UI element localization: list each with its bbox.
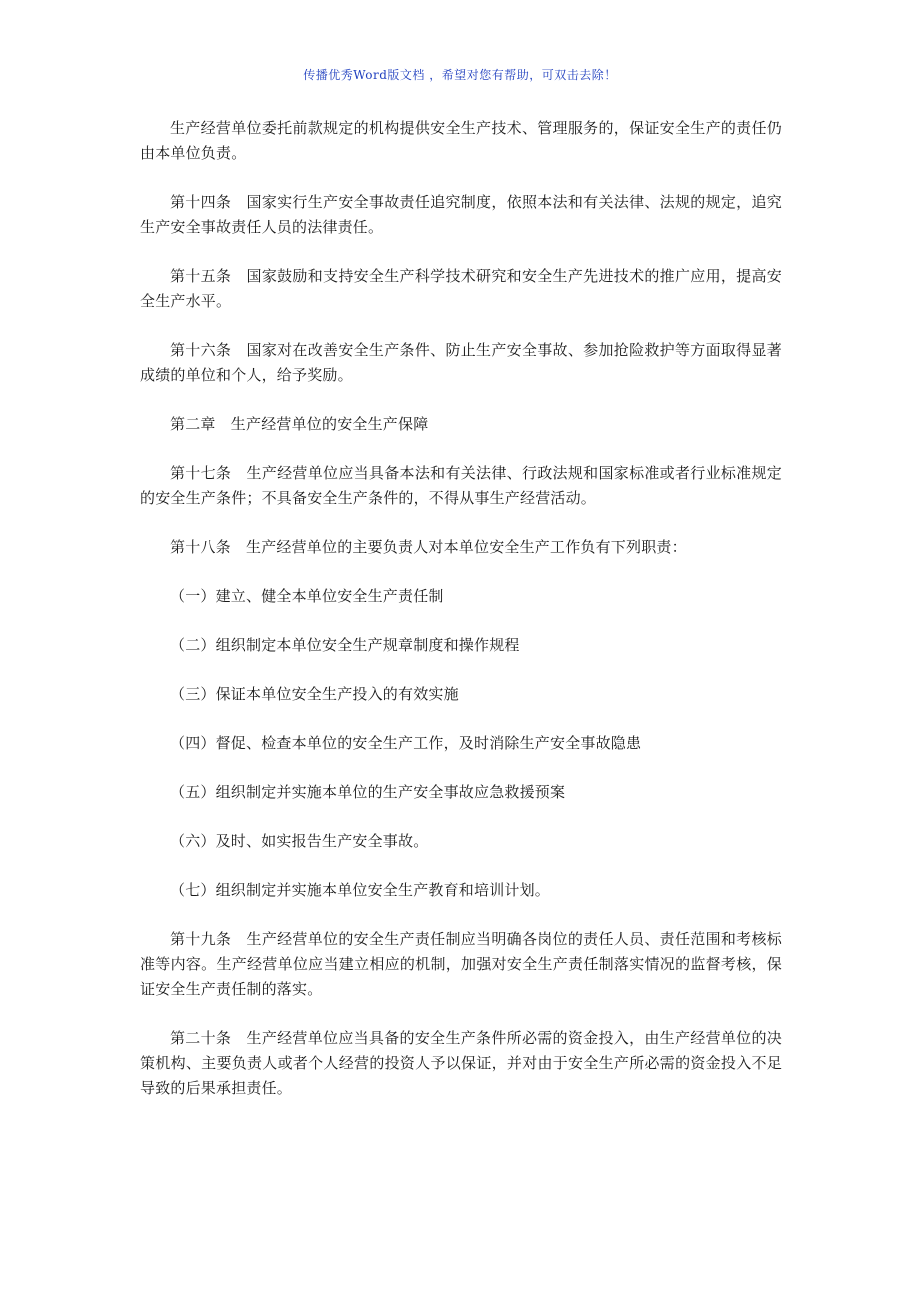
article-15: 第十五条 国家鼓励和支持安全生产科学技术研究和安全生产先进技术的推广应用，提高安全生产水平。 xyxy=(140,267,782,310)
article-18: 第十八条 生产经营单位的主要负责人对本单位安全生产工作负有下列职责： xyxy=(170,538,687,556)
header-note: 传播优秀Word版文档 ，希望对您有帮助，可双击去除！ xyxy=(303,68,617,82)
article-19: 第十九条 生产经营单位的安全生产责任制应当明确各岗位的责任人员、责任范围和考核标准等内容。生产经营单位应当建立相应的机制，加强对安全生产责任制落实情况的监督考核，保证安全生产责任制的落实。 xyxy=(140,930,782,998)
list-item: （二）组织制定本单位安全生产规章制度和操作规程 xyxy=(170,636,520,654)
paragraph: 生产经营单位委托前款规定的机构提供安全生产技术、管理服务的，保证安全生产的责任仍由本单位负责。 xyxy=(140,119,782,162)
article-14: 第十四条 国家实行生产安全事故责任追究制度，依照本法和有关法律、法规的规定，追究生产安全事故责任人员的法律责任。 xyxy=(140,193,782,236)
list-item: （六）及时、如实报告生产安全事故。 xyxy=(170,832,429,850)
article-20: 第二十条 生产经营单位应当具备的安全生产条件所必需的资金投入，由生产经营单位的决策机构、主要负责人或者个人经营的投资人予以保证，并对由于安全生产所必需的资金投入不足导致的后果承担责任。 xyxy=(140,1029,782,1097)
article-17: 第十七条 生产经营单位应当具备本法和有关法律、行政法规和国家标准或者行业标准规定的安全生产条件；不具备安全生产条件的，不得从事生产经营活动。 xyxy=(140,464,782,507)
chapter-heading: 第二章 生产经营单位的安全生产保障 xyxy=(170,415,429,433)
list-item: （五）组织制定并实施本单位的生产安全事故应急救援预案 xyxy=(170,783,566,801)
list-item: （三）保证本单位安全生产投入的有效实施 xyxy=(170,685,459,703)
document-body xyxy=(140,116,782,1125)
list-item: （一）建立、健全本单位安全生产责任制 xyxy=(170,587,444,605)
list-item: （七）组织制定并实施本单位安全生产教育和培训计划。 xyxy=(170,881,551,899)
list-item: （四）督促、检查本单位的安全生产工作，及时消除生产安全事故隐患 xyxy=(170,734,642,752)
article-16: 第十六条 国家对在改善安全生产条件、防止生产安全事故、参加抢险救护等方面取得显著成绩的单位和个人，给予奖励。 xyxy=(140,341,782,384)
